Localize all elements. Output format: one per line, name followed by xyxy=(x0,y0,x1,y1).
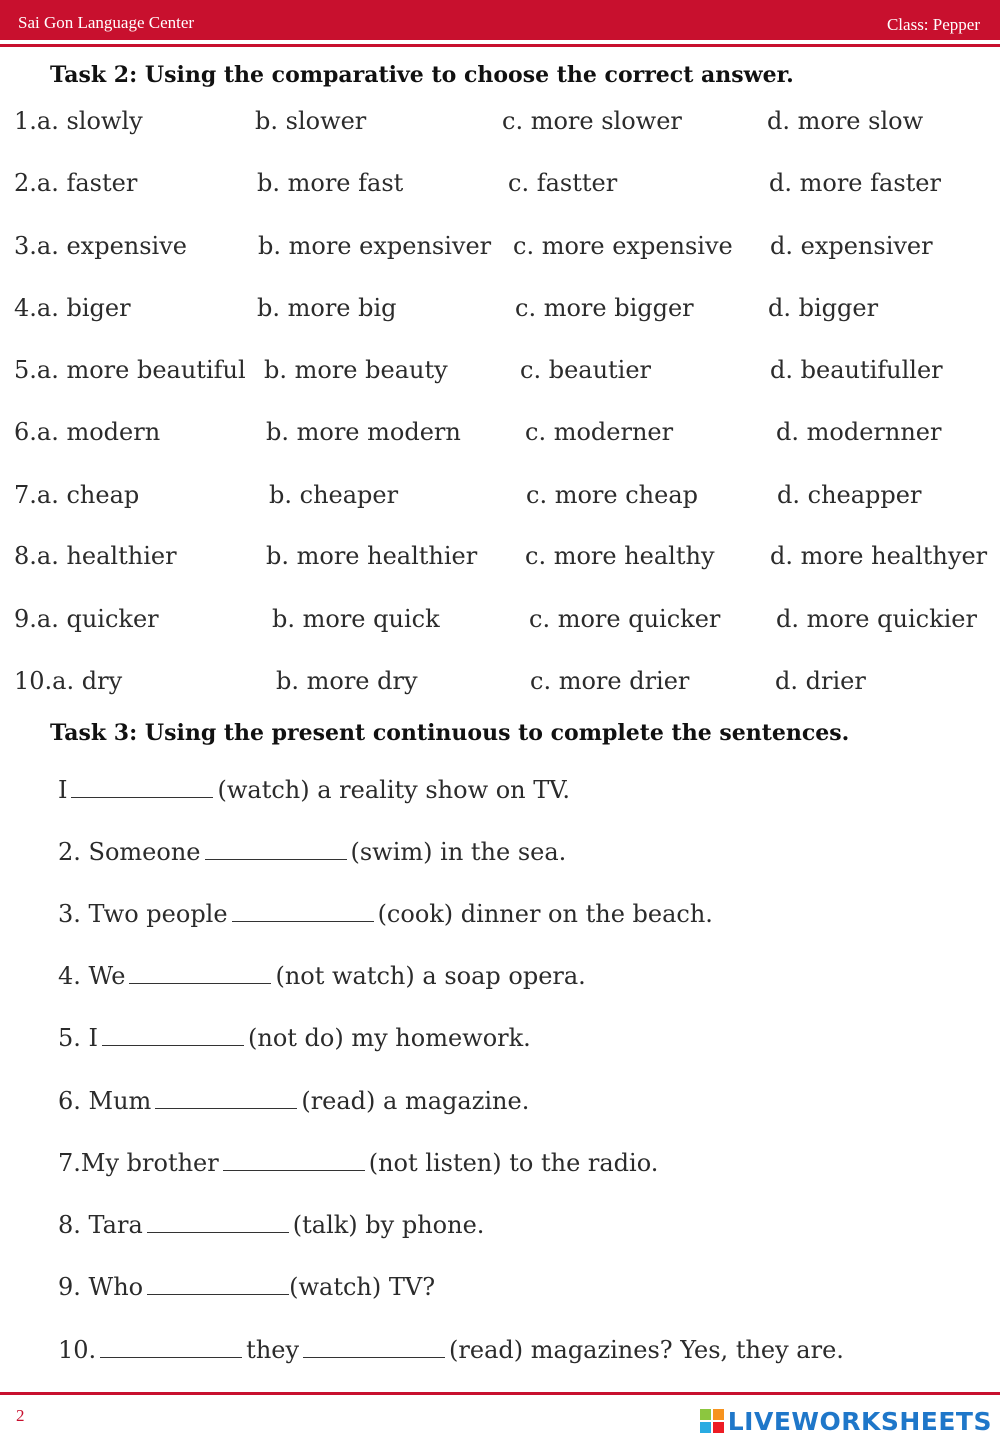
option-c[interactable]: c. more expensive xyxy=(513,232,733,260)
class-label: Class: Pepper xyxy=(886,15,980,34)
sentence-prefix: 4. We xyxy=(58,962,126,990)
option-d[interactable]: d. expensiver xyxy=(770,232,933,260)
option-a[interactable]: 8.a. healthier xyxy=(14,542,177,570)
option-b[interactable]: b. slower xyxy=(255,107,367,135)
question-row-9 xyxy=(0,605,1000,639)
option-c[interactable]: c. more slower xyxy=(502,107,682,135)
task3-title: Task 3: Using the present continuous to complete the sentences. xyxy=(50,720,850,746)
question-row-7 xyxy=(0,481,1000,515)
option-b[interactable]: b. more healthier xyxy=(266,542,478,570)
option-a[interactable]: 7.a. cheap xyxy=(14,481,140,509)
option-d[interactable]: d. bigger xyxy=(768,294,879,322)
option-b[interactable]: b. more beauty xyxy=(264,356,448,384)
sentence-suffix: (swim) in the sea. xyxy=(350,838,567,866)
footer-divider xyxy=(0,1392,1000,1395)
option-d[interactable]: d. cheapper xyxy=(777,481,922,509)
sentence-9 xyxy=(58,1272,435,1301)
option-b[interactable]: b. more big xyxy=(257,294,397,322)
option-c[interactable]: c. more bigger xyxy=(515,294,694,322)
task2-title: Task 2: Using the comparative to choose the correct answer. xyxy=(50,62,794,88)
answer-blank[interactable] xyxy=(102,1023,244,1046)
sentence-prefix: 5. I xyxy=(58,1024,99,1052)
sentence-5 xyxy=(58,1023,531,1052)
option-a[interactable]: 9.a. quicker xyxy=(14,605,159,633)
question-row-10 xyxy=(0,667,1000,701)
sentence-2 xyxy=(58,837,566,866)
sentence-prefix: I xyxy=(58,776,68,804)
answer-blank[interactable] xyxy=(100,1335,242,1358)
question-row-3 xyxy=(0,232,1000,266)
option-d[interactable]: d. drier xyxy=(775,667,866,695)
option-c[interactable]: c. more cheap xyxy=(526,481,698,509)
sentence-suffix: (not listen) to the radio. xyxy=(368,1149,659,1177)
option-a[interactable]: 5.a. more beautiful xyxy=(14,356,246,384)
answer-blank[interactable] xyxy=(223,1148,365,1171)
option-b[interactable]: b. more fast xyxy=(257,169,404,197)
sentence-prefix: 3. Two people xyxy=(58,900,228,928)
answer-blank[interactable] xyxy=(129,961,271,984)
center-name: Sai Gon Language Center xyxy=(18,13,195,32)
answer-blank[interactable] xyxy=(147,1272,289,1295)
option-a[interactable]: 10.a. dry xyxy=(14,667,123,695)
option-c[interactable]: c. beautier xyxy=(520,356,652,384)
option-d[interactable]: d. more healthyer xyxy=(770,542,988,570)
sentence-1 xyxy=(58,775,570,804)
option-c[interactable]: c. moderner xyxy=(525,418,674,446)
option-a[interactable]: 2.a. faster xyxy=(14,169,138,197)
sentence-suffix: (not do) my homework. xyxy=(248,1024,531,1052)
sentence-10 xyxy=(58,1335,844,1364)
option-a[interactable]: 4.a. biger xyxy=(14,294,131,322)
option-c[interactable]: c. more healthy xyxy=(525,542,715,570)
sentence-suffix: (watch) a reality show on TV. xyxy=(217,776,571,804)
sentence-middle: they xyxy=(246,1336,300,1364)
page-number: 2 xyxy=(16,1406,25,1425)
sentence-3 xyxy=(58,899,713,928)
sentence-suffix: (cook) dinner on the beach. xyxy=(377,900,713,928)
sentence-4 xyxy=(58,961,586,990)
answer-blank[interactable] xyxy=(147,1210,289,1233)
option-a[interactable]: 6.a. modern xyxy=(14,418,161,446)
option-b[interactable]: b. cheaper xyxy=(269,481,399,509)
option-c[interactable]: c. more quicker xyxy=(529,605,721,633)
question-row-6 xyxy=(0,418,1000,452)
page-header xyxy=(0,0,1000,40)
sentence-prefix: 10. xyxy=(58,1336,97,1364)
option-a[interactable]: 1.a. slowly xyxy=(14,107,143,135)
answer-blank[interactable] xyxy=(71,775,213,798)
sentence-suffix: (not watch) a soap opera. xyxy=(275,962,586,990)
question-row-4 xyxy=(0,294,1000,328)
option-b[interactable]: b. more modern xyxy=(266,418,461,446)
header-divider xyxy=(0,44,1000,47)
answer-blank[interactable] xyxy=(303,1335,445,1358)
question-row-5 xyxy=(0,356,1000,390)
option-b[interactable]: b. more dry xyxy=(276,667,418,695)
sentence-8 xyxy=(58,1210,484,1239)
option-c[interactable]: c. fastter xyxy=(508,169,618,197)
sentence-prefix: 2. Someone xyxy=(58,838,201,866)
option-c[interactable]: c. more drier xyxy=(530,667,690,695)
sentence-prefix: 6. Mum xyxy=(58,1087,152,1115)
sentence-7 xyxy=(58,1148,658,1177)
answer-blank[interactable] xyxy=(205,837,347,860)
question-row-1 xyxy=(0,107,1000,141)
option-b[interactable]: b. more expensiver xyxy=(258,232,492,260)
option-d[interactable]: d. beautifuller xyxy=(770,356,943,384)
brand-name: LIVEWORKSHEETS xyxy=(727,1406,992,1436)
sentence-prefix: 8. Tara xyxy=(58,1211,143,1239)
question-row-8 xyxy=(0,542,1000,576)
sentence-suffix: (read) magazines? Yes, they are. xyxy=(449,1336,844,1364)
answer-blank[interactable] xyxy=(155,1086,297,1109)
question-row-2 xyxy=(0,169,1000,203)
option-b[interactable]: b. more quick xyxy=(272,605,440,633)
sentence-suffix: (read) a magazine. xyxy=(301,1087,530,1115)
option-d[interactable]: d. more quickier xyxy=(776,605,977,633)
sentence-suffix: (talk) by phone. xyxy=(292,1211,485,1239)
sentence-prefix: 9. Who xyxy=(58,1273,144,1301)
sentence-6 xyxy=(58,1086,529,1115)
liveworksheets-brand[interactable] xyxy=(699,1405,992,1437)
option-d[interactable]: d. more faster xyxy=(769,169,941,197)
sentence-prefix: 7.My brother xyxy=(58,1149,219,1177)
answer-blank[interactable] xyxy=(232,899,374,922)
option-a[interactable]: 3.a. expensive xyxy=(14,232,187,260)
option-d[interactable]: d. more slow xyxy=(767,107,924,135)
option-d[interactable]: d. modernner xyxy=(776,418,942,446)
sentence-suffix: (watch) TV? xyxy=(289,1273,436,1301)
liveworksheets-logo-icon xyxy=(699,1408,725,1434)
